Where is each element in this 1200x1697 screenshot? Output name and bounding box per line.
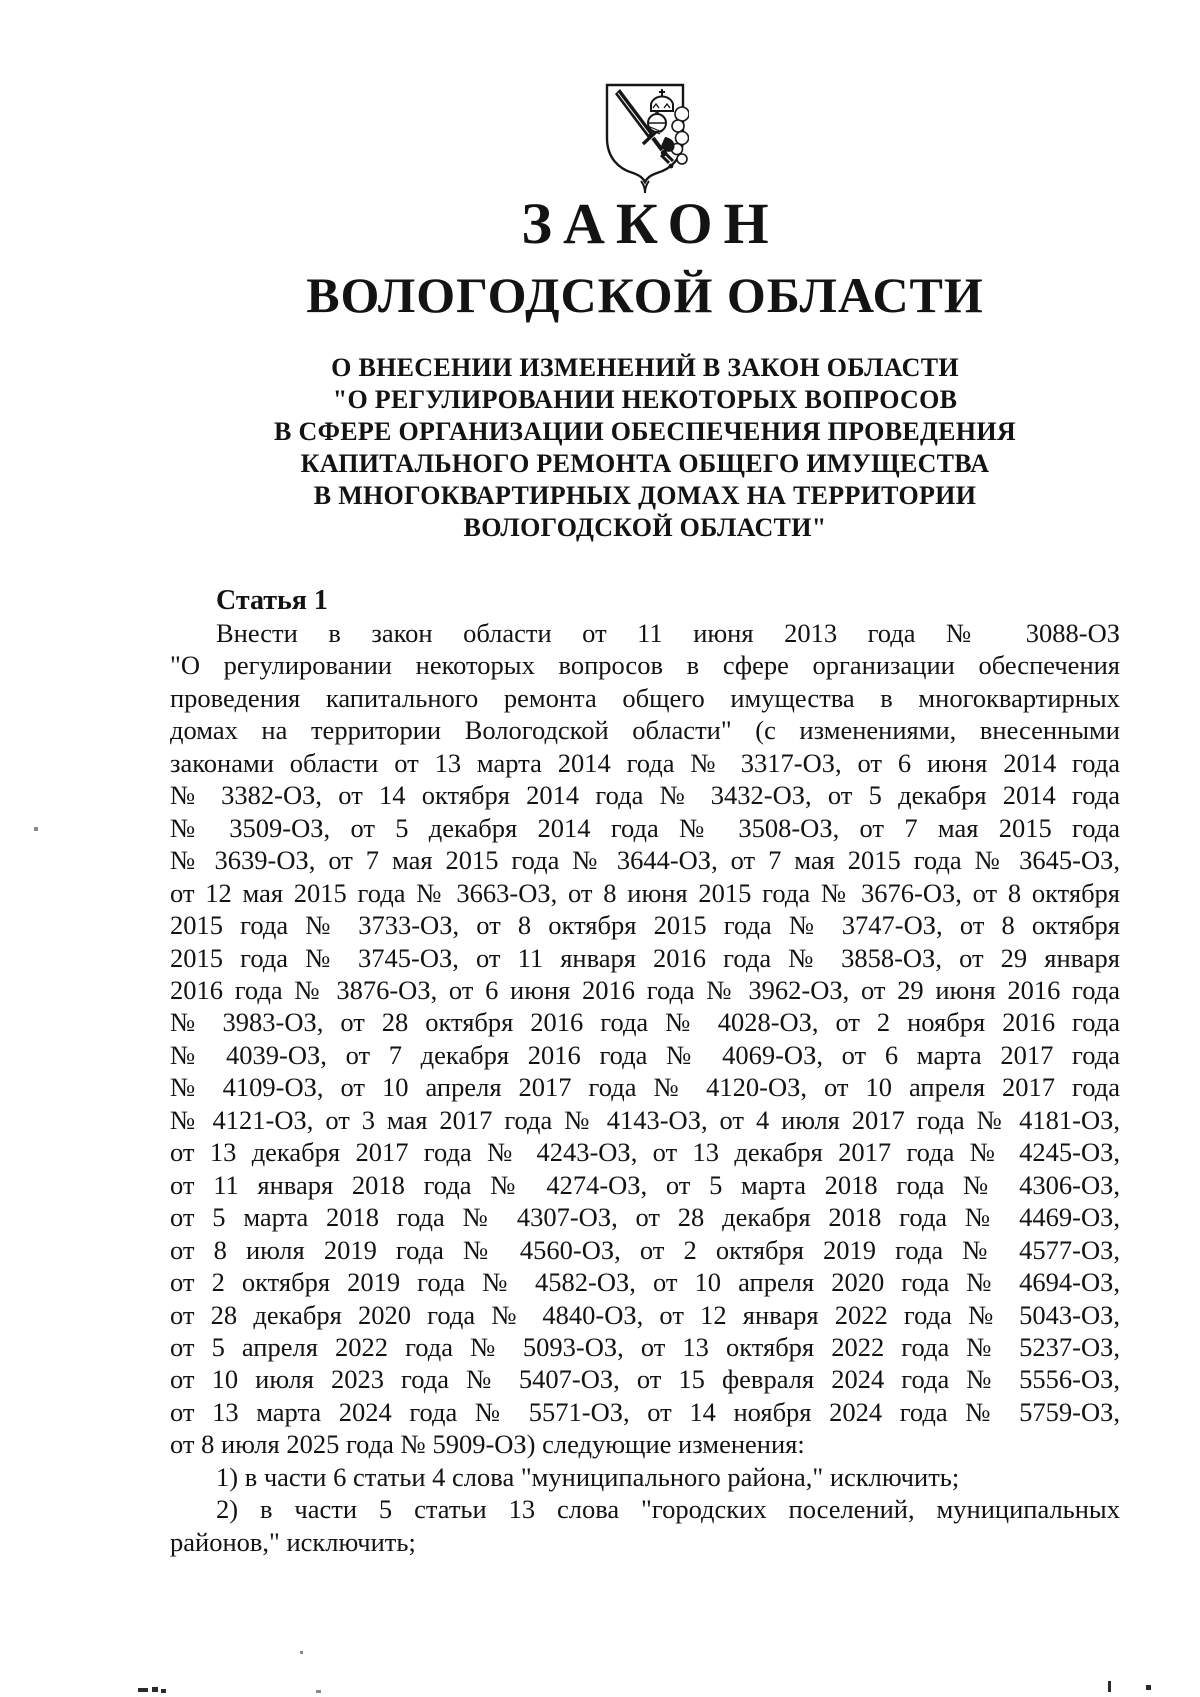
body-line: № 4121-ОЗ, от 3 мая 2017 года № 4143-ОЗ, от 4 июля 2017 года № 4181-ОЗ, [170, 1104, 1120, 1135]
scan-artifact [34, 827, 38, 831]
region-heading: ВОЛОГОДСКОЙ ОБЛАСТИ [306, 267, 984, 323]
scan-artifact [300, 1651, 303, 1654]
body-line: Внести в закон области от 11 июня 2013 года № 3088-ОЗ [216, 618, 1120, 648]
body-line: 1) в части 6 статьи 4 слова "муниципального района," исключить; [216, 1461, 960, 1492]
body-line: 2015 года № 3745-ОЗ, от 11 января 2016 года № 3858-ОЗ, от 29 января [170, 942, 1120, 973]
article-1-heading: Статья 1 [216, 585, 328, 616]
body-line: 2016 года № 3876-ОЗ, от 6 июня 2016 года № 3962-ОЗ, от 29 июня 2016 года [170, 974, 1120, 1005]
body-line: № 3639-ОЗ, от 7 мая 2015 года № 3644-ОЗ, от 7 мая 2015 года № 3645-ОЗ, [170, 845, 1120, 876]
document-title [170, 352, 1120, 544]
title-line: В СФЕРЕ ОРГАНИЗАЦИИ ОБЕСПЕЧЕНИЯ ПРОВЕДЕНИЯ [274, 417, 1016, 446]
body-line: от 11 января 2018 года № 4274-ОЗ, от 5 марта 2018 года № 4306-ОЗ, [170, 1169, 1120, 1200]
body-line: от 2 октября 2019 года № 4582-ОЗ, от 10 апреля 2020 года № 4694-ОЗ, [170, 1267, 1120, 1298]
scan-artifact [138, 1688, 148, 1692]
body-line: районов," исключить; [170, 1526, 416, 1557]
scan-artifact [161, 1689, 166, 1693]
article-1-body [170, 617, 1120, 1558]
scan-artifact [316, 1690, 321, 1693]
title-line: "О РЕГУЛИРОВАНИИ НЕКОТОРЫХ ВОПРОСОВ [332, 385, 958, 414]
coat-of-arms-icon [601, 82, 689, 195]
body-line: 2015 года № 3733-ОЗ, от 8 октября 2015 года № 3747-ОЗ, от 8 октября [170, 910, 1120, 941]
scan-artifact [1108, 1681, 1111, 1692]
title-line: КАПИТАЛЬНОГО РЕМОНТА ОБЩЕГО ИМУЩЕСТВА [300, 449, 990, 478]
body-line: № 3983-ОЗ, от 28 октября 2016 года № 4028-ОЗ, от 2 ноября 2016 года [170, 1007, 1120, 1038]
title-line: О ВНЕСЕНИИ ИЗМЕНЕНИЙ В ЗАКОН ОБЛАСТИ [331, 353, 959, 382]
body-line: № 3382-ОЗ, от 14 октября 2014 года № 3432-ОЗ, от 5 декабря 2014 года [170, 780, 1120, 811]
body-line: от 8 июля 2025 года № 5909-ОЗ) следующие изменения: [170, 1429, 805, 1460]
body-line: № 3509-ОЗ, от 5 декабря 2014 года № 3508-ОЗ, от 7 мая 2015 года [170, 812, 1120, 843]
body-line: от 8 июля 2019 года № 4560-ОЗ, от 2 октября 2019 года № 4577-ОЗ, [170, 1234, 1120, 1265]
title-line: В МНОГОКВАРТИРНЫХ ДОМАХ НА ТЕРРИТОРИИ [313, 481, 977, 510]
title-line: ВОЛОГОДСКОЙ ОБЛАСТИ" [463, 513, 827, 542]
body-line: от 13 декабря 2017 года № 4243-ОЗ, от 13 декабря 2017 года № 4245-ОЗ, [170, 1137, 1120, 1168]
body-line: от 12 мая 2015 года № 3663-ОЗ, от 8 июня 2015 года № 3676-ОЗ, от 8 октября [170, 877, 1120, 908]
body-line: проведения капитального ремонта общего имущества в многоквартирных [170, 682, 1120, 713]
body-line: "О регулировании некоторых вопросов в сфере организации обеспечения [170, 650, 1120, 681]
body-line: законами области от 13 марта 2014 года № 3317-ОЗ, от 6 июня 2014 года [170, 747, 1120, 778]
body-line: от 28 декабря 2020 года № 4840-ОЗ, от 12 января 2022 года № 5043-ОЗ, [170, 1299, 1120, 1330]
body-line: № 4039-ОЗ, от 7 декабря 2016 года № 4069-ОЗ, от 6 марта 2017 года [170, 1039, 1120, 1070]
law-heading: ЗАКОН [521, 191, 780, 256]
body-line: от 13 марта 2024 года № 5571-ОЗ, от 14 ноября 2024 года № 5759-ОЗ, [170, 1396, 1120, 1427]
body-line: № 4109-ОЗ, от 10 апреля 2017 года № 4120-ОЗ, от 10 апреля 2017 года [170, 1072, 1120, 1103]
scan-artifact [1146, 1685, 1151, 1690]
scan-artifact [152, 1687, 158, 1692]
body-line: от 10 июля 2023 года № 5407-ОЗ, от 15 февраля 2024 года № 5556-ОЗ, [170, 1364, 1120, 1395]
body-line: домах на территории Вологодской области" (с изменениями, внесенными [170, 715, 1120, 746]
body-line: от 5 апреля 2022 года № 5093-ОЗ, от 13 октября 2022 года № 5237-ОЗ, [170, 1331, 1120, 1362]
body-line: от 5 марта 2018 года № 4307-ОЗ, от 28 декабря 2018 года № 4469-ОЗ, [170, 1202, 1120, 1233]
body-line: 2) в части 5 статьи 13 слова "городских поселений, муниципальных [216, 1494, 1120, 1525]
